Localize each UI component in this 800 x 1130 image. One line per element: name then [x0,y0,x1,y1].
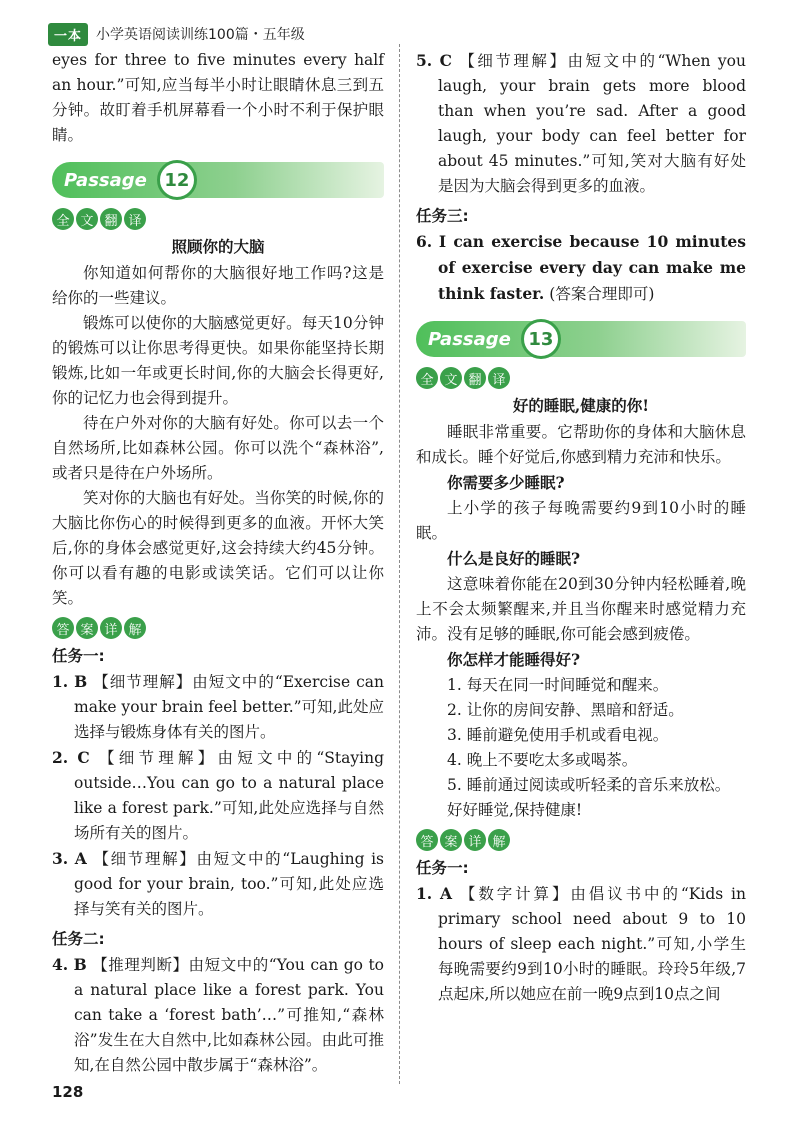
tip-item: 4. 晚上不要吃太多或喝茶。 [447,751,638,769]
passage-number: 13 [521,319,561,359]
translation-paragraph: 这意味着你能在20到30分钟内轻松睡着,晚上不会太频繁醒来,并且当你醒来时感觉精力充沛。没有足够的睡眠,你可能会感到疲倦。 [416,575,746,643]
task-heading: 任务一: [416,859,469,877]
passage-label: Passage [64,169,147,191]
brand-logo: 一本 [48,23,88,46]
task-heading: 任务一: [52,647,105,665]
answer-item: 6. I can exercise because 10 minutes of exercise every day can make me think faster. (答案合理即可) [416,232,746,303]
tip-item: 3. 睡前避免使用手机或看电视。 [447,726,669,744]
tag-char: 案 [440,829,462,851]
tag-char: 翻 [464,367,486,389]
tag-char: 文 [76,208,98,230]
task-heading: 任务二: [52,930,105,948]
answer-tag [52,617,384,639]
tag-char: 解 [488,829,510,851]
left-column [52,48,384,1078]
tag-char: 解 [124,617,146,639]
passage-number: 12 [157,160,197,200]
tag-char: 文 [440,367,462,389]
question-heading: 什么是良好的睡眠? [447,549,581,568]
continued-answer: eyes for three to five minutes every half an hour.”可知,应当每半小时让眼睛休息三到五分钟。故盯着手机屏幕看一个小时不利于保护眼睛。 [52,51,384,144]
answer-item: 3. A 【细节理解】由短文中的“Laughing is good for your brain, too.”可知,此处应选择与笑有关的图片。 [52,849,384,918]
tag-char: 译 [124,208,146,230]
translation-paragraph: 待在户外对你的大脑有好处。你可以去一个自然场所,比如森林公园。你可以洗个“森林浴”,或者只是待在户外场所。 [52,414,384,482]
translation-paragraph: 你知道如何帮你的大脑很好地工作吗?这是给你的一些建议。 [52,264,384,307]
page-number: 128 [52,1083,84,1101]
translation-paragraph: 锻炼可以使你的大脑感觉更好。每天10分钟的锻炼可以让你思考得更快。如果你能坚持长期锻炼,比如一年或更长时间,你的大脑会长得更好,你的记忆力也会得到提升。 [52,314,384,407]
page-header [48,22,305,46]
column-divider [399,44,400,1084]
translation-tag [52,208,384,230]
translation-paragraph: 上小学的孩子每晚需要约9到10小时的睡眠。 [416,499,746,542]
tag-char: 详 [100,617,122,639]
question-heading: 你怎样才能睡得好? [447,650,581,669]
translation-tag [416,367,746,389]
closing-line: 好好睡觉,保持健康! [447,801,583,819]
translation-paragraph: 笑对你的大脑也有好处。当你笑的时候,你的大脑比你伤心的时候得到更多的血液。开怀大笑后,你的身体会感觉更好,这会持续大约45分钟。你可以看有趣的电影或读笑话。它们可以让你笑。 [52,489,384,607]
tag-char: 全 [52,208,74,230]
translation-paragraph: 睡眠非常重要。它帮助你的身体和大脑休息和成长。睡个好觉后,你感到精力充沛和快乐。 [416,423,746,466]
tag-char: 答 [416,829,438,851]
right-column [416,48,746,1007]
tip-item: 1. 每天在同一时间睡觉和醒来。 [447,676,669,694]
answer-item: 4. B 【推理判断】由短文中的“You can go to a natural place like a forest park. You can take a ‘forest bath’…”可推知,“森林浴”发生在大自然中,比如森林公园。由此可推知,在自然公园中散步属于“森林浴”。 [52,955,385,1074]
translation-title: 照顾你的大脑 [171,237,265,256]
tag-char: 全 [416,367,438,389]
question-heading: 你需要多少睡眠? [447,473,565,492]
tip-item: 5. 睡前通过阅读或听轻柔的音乐来放松。 [447,776,731,794]
answer-tag [416,829,746,851]
answer-item: 5. C 【细节理解】由短文中的“When you laugh, your brain gets more blood than when you’re sad. After a good laugh, your body can feel better for about 45 minutes.”可知,笑对大脑有好处是因为大脑会得到更多的血液。 [416,51,746,195]
tip-item: 2. 让你的房间安静、黑暗和舒适。 [447,701,684,719]
translation-title: 好的睡眠,健康的你! [512,396,650,415]
passage-label: Passage [428,328,511,350]
task-heading: 任务三: [416,207,469,225]
book-title: 小学英语阅读训练100篇・五年级 [96,27,305,43]
tag-char: 案 [76,617,98,639]
passage-12-banner [52,162,384,198]
answer-item: 2. C 【细节理解】由短文中的“Staying outside…You can go to a natural place like a forest park.”可知,此处应选择与自然场所有关的图片。 [52,748,384,842]
passage-13-banner [416,321,746,357]
answer-item: 1. A 【数字计算】由倡议书中的“Kids in primary school need about 9 to 10 hours of sleep each night.”可知,小学生每晚需要约9到10小时的睡眠。玲玲5年级,7点起床,所以她应在前一晚9点到10点之间 [416,884,746,1003]
tag-char: 翻 [100,208,122,230]
tag-char: 译 [488,367,510,389]
tag-char: 详 [464,829,486,851]
tag-char: 答 [52,617,74,639]
answer-item: 1. B 【细节理解】由短文中的“Exercise can make your brain feel better.”可知,此处应选择与锻炼身体有关的图片。 [52,672,384,741]
